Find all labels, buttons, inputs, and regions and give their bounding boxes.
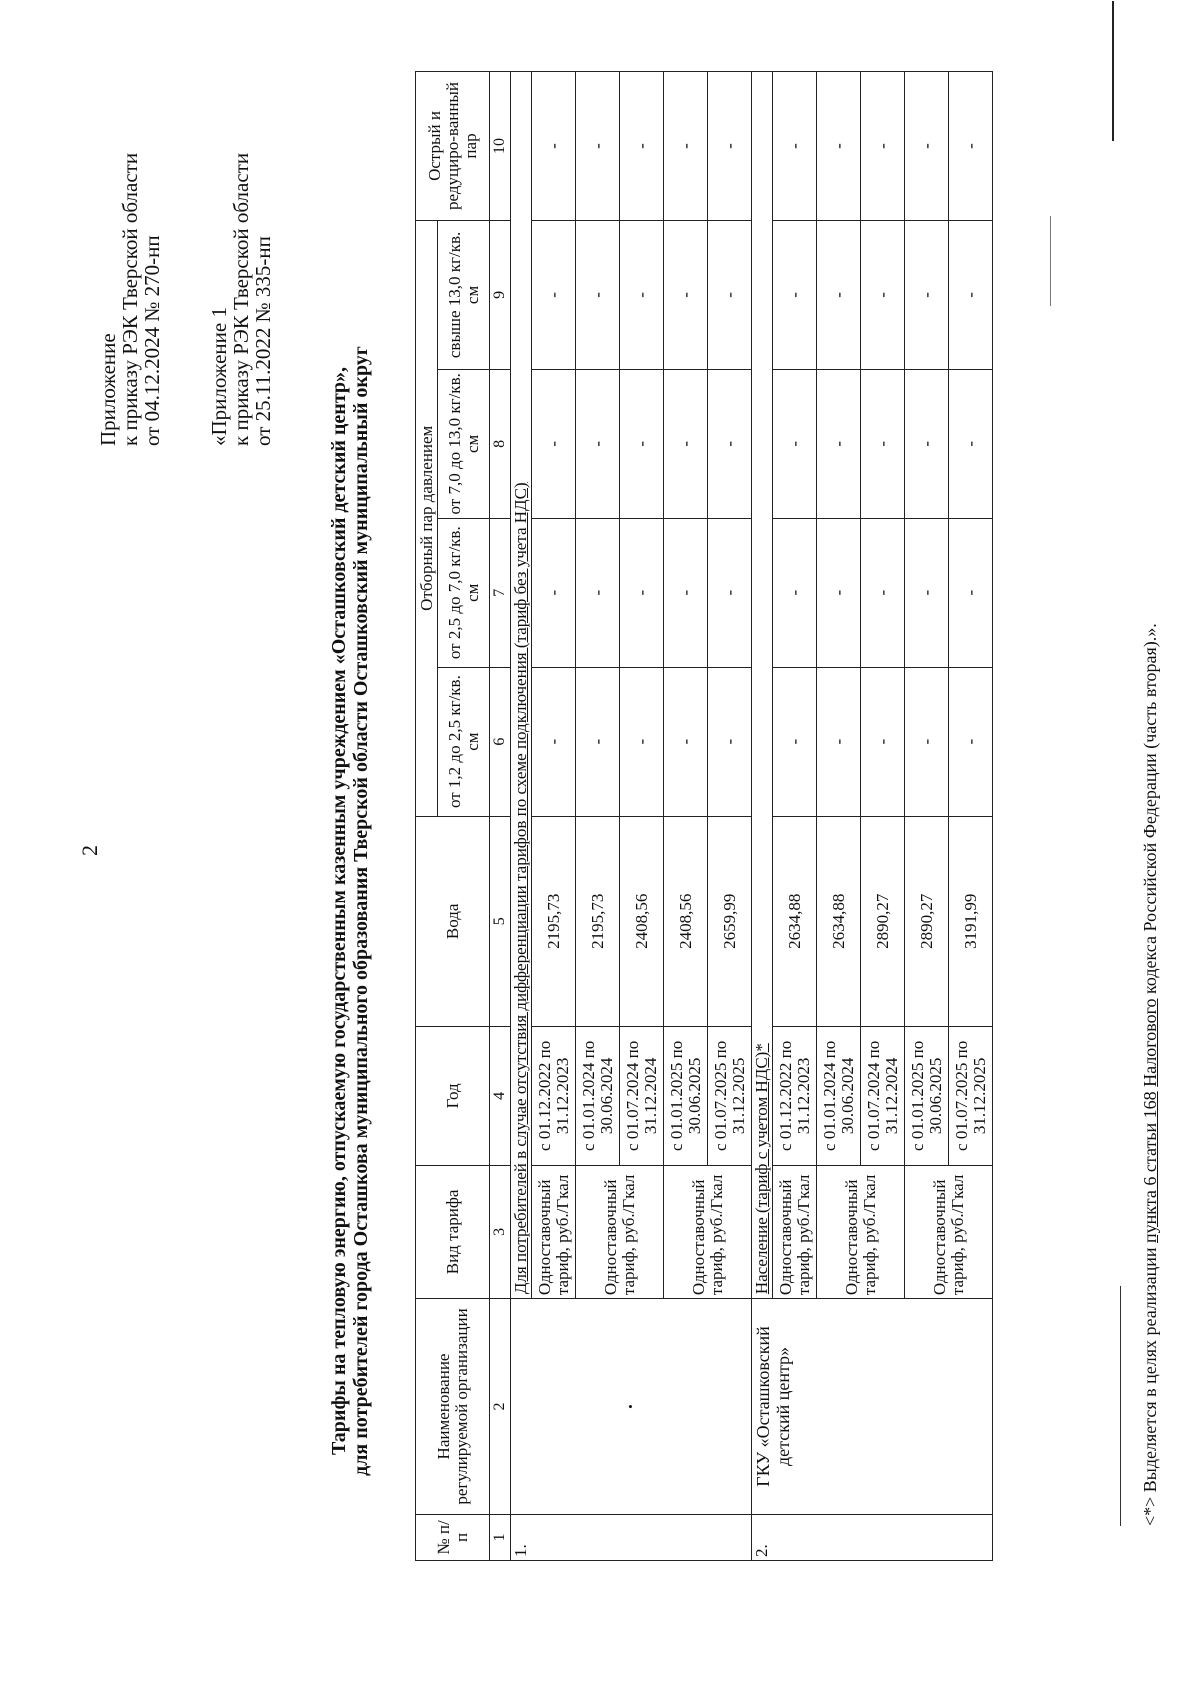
header-sharp-steam: Острый и редуциро-ванный пар [416,72,490,221]
page-number: 2 [77,845,102,856]
steam-value: - [949,667,993,816]
appendix-line: от 25.11.2022 № 335-нп [251,236,275,446]
tariff-table [415,71,993,1561]
footnote-suffix: кодекса Российской Федерации (часть вторая).». [1140,623,1160,999]
col-number: 4 [490,1027,511,1166]
appendix-line: к приказу РЭК Тверской области [229,152,253,446]
tariff-type: Одноставочный тариф, руб./Гкал [817,1165,905,1298]
col-number: 2 [490,1299,511,1515]
footnote-link-code[interactable]: Налогового [1140,998,1160,1087]
steam-value: - [817,667,861,816]
water-value: 2408,56 [620,816,664,1027]
section-number: 2. [752,1514,993,1560]
steam-value: - [664,369,708,518]
period: с 01.01.2025 по 30.06.2025 [664,1027,708,1166]
appendix-line: к приказу РЭК Тверской области [118,152,142,446]
sharp-steam-value: - [905,72,949,221]
steam-value: - [905,369,949,518]
section-title: Население (тариф с учетом НДС)* [752,72,773,1299]
steam-value: - [708,667,752,816]
tariff-type: Одноставочный тариф, руб./Гкал [773,1165,817,1298]
col-number: 1 [490,1514,511,1560]
steam-value: - [708,220,752,369]
steam-value: - [620,667,664,816]
org-mark: · [511,1299,752,1515]
section-row [752,72,773,1561]
sharp-steam-value: - [817,72,861,221]
water-value: 2195,73 [532,816,576,1027]
appendix-line: «Приложение 1 [207,307,231,446]
header-steam-col: от 1,2 до 2,5 кг/кв. см [438,667,490,816]
footnote-prefix: <*> Выделяется в целях реализации [1140,1242,1160,1526]
col-number: 7 [490,518,511,667]
steam-value: - [708,369,752,518]
tariff-type: Одноставочный тариф, руб./Гкал [576,1165,664,1298]
sharp-steam-value: - [949,72,993,221]
water-value: 2195,73 [576,816,620,1027]
footnote [1140,623,1161,1526]
steam-value: - [949,369,993,518]
col-number: 10 [490,72,511,221]
header-steam-col: от 7,0 до 13,0 кг/кв. см [438,369,490,518]
sharp-steam-value: - [532,72,576,221]
sharp-steam-value: - [773,72,817,221]
col-number: 3 [490,1165,511,1298]
steam-value: - [773,220,817,369]
water-value: 2634,88 [817,816,861,1027]
header-num: № п/п [416,1514,490,1560]
footnote-middle [1140,1087,1160,1092]
steam-value: - [817,518,861,667]
water-value: 2890,27 [861,816,905,1027]
water-value: 2890,27 [905,816,949,1027]
water-value: 2634,88 [773,816,817,1027]
col-number: 8 [490,369,511,518]
steam-value: - [861,220,905,369]
title-line-2: для потребителей города Осташкова муниципального образования Тверской области Осташковский муниципальный округ [350,346,372,1476]
period: с 01.07.2024 по 31.12.2024 [620,1027,664,1166]
tariff-type: Одноставочный тариф, руб./Гкал [905,1165,993,1298]
steam-value: - [861,667,905,816]
document-title [328,256,372,1566]
col-number: 9 [490,220,511,369]
period: с 01.07.2024 по 31.12.2024 [861,1027,905,1166]
section-row [511,72,532,1561]
appendix-header [97,153,163,446]
steam-value: - [532,220,576,369]
sharp-steam-value: - [861,72,905,221]
steam-value: - [773,369,817,518]
title-line-1: Тарифы на тепловую энергию, отпускаемую государственным казенным учреждением «Осташковский детский центр», [328,366,350,1456]
steam-value: - [773,667,817,816]
header-steam-group: Отборный пар давлением [416,220,438,816]
water-value: 2408,56 [664,816,708,1027]
header-tariff-type: Вид тарифа [416,1165,490,1298]
steam-value: - [576,220,620,369]
steam-value: - [664,220,708,369]
org-name: ГКУ «Осташковский детский центр» [752,1299,993,1515]
header-org: Наименование регулируемой организации [416,1299,490,1515]
sharp-steam-value: - [576,72,620,221]
header-steam-col: от 2,5 до 7,0 кг/кв. см [438,518,490,667]
sharp-steam-value: - [620,72,664,221]
steam-value: - [620,220,664,369]
water-value: 3191,99 [949,816,993,1027]
scan-edge-line [1050,216,1051,306]
period: с 01.01.2024 по 30.06.2024 [817,1027,861,1166]
period: с 01.12.2022 по 31.12.2023 [773,1027,817,1166]
steam-value: - [905,220,949,369]
steam-value: - [905,518,949,667]
steam-value: - [773,518,817,667]
previous-appendix-header [208,153,274,446]
appendix-line: Приложение [96,333,120,446]
footnote-divider [1120,1286,1121,1526]
steam-value: - [708,518,752,667]
steam-value: - [620,369,664,518]
period: с 01.12.2022 по 31.12.2023 [532,1027,576,1166]
footnote-link-article[interactable]: пункта 6 статьи 168 [1140,1091,1160,1243]
section-title: Для потребителей в случае отсутствия дифференциации тарифов по схеме подключения (тариф без учета НДС) [511,72,532,1299]
steam-value: - [664,518,708,667]
header-year: Год [416,1027,490,1166]
water-value: 2659,99 [708,816,752,1027]
col-number: 6 [490,667,511,816]
steam-value: - [905,667,949,816]
sharp-steam-value: - [708,72,752,221]
sharp-steam-value: - [664,72,708,221]
section-number: 1. [511,1514,752,1560]
period: с 01.01.2025 по 30.06.2025 [905,1027,949,1166]
steam-value: - [532,667,576,816]
steam-value: - [861,369,905,518]
steam-value: - [949,518,993,667]
header-steam-col: свыше 13,0 кг/кв. см [438,220,490,369]
steam-value: - [576,518,620,667]
period: с 01.07.2025 по 31.12.2025 [949,1027,993,1166]
steam-value: - [532,369,576,518]
steam-value: - [620,518,664,667]
period: с 01.07.2025 по 31.12.2025 [708,1027,752,1166]
steam-value: - [861,518,905,667]
steam-value: - [576,369,620,518]
steam-value: - [817,369,861,518]
steam-value: - [576,667,620,816]
scan-edge-line [1112,1,1114,141]
tariff-type: Одноставочный тариф, руб./Гкал [664,1165,752,1298]
steam-value: - [664,667,708,816]
column-numbers-row [490,72,511,1561]
header-water: Вода [416,816,490,1027]
steam-value: - [532,518,576,667]
col-number: 5 [490,816,511,1027]
appendix-line: от 04.12.2024 № 270-нп [140,235,164,446]
tariff-type: Одноставочный тариф, руб./Гкал [532,1165,576,1298]
steam-value: - [949,220,993,369]
steam-value: - [817,220,861,369]
period: с 01.01.2024 по 30.06.2024 [576,1027,620,1166]
